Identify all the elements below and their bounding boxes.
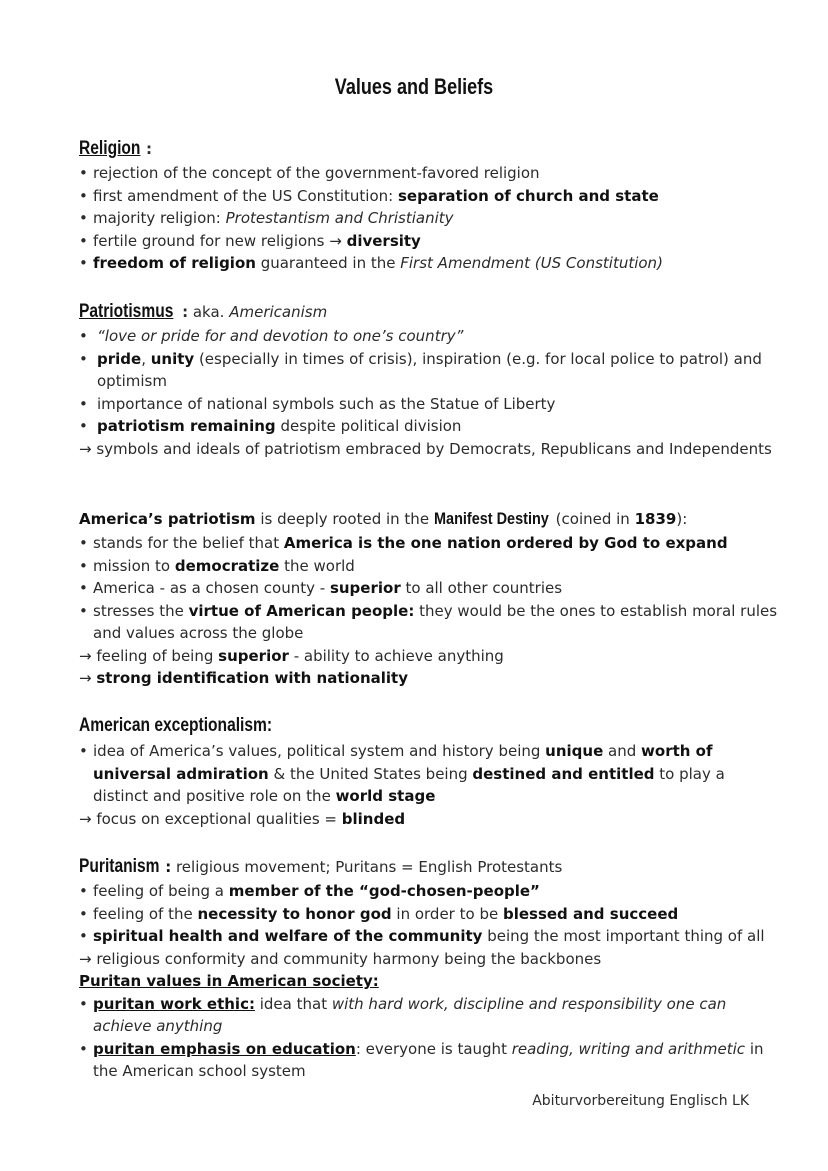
item-bold: unique <box>545 742 604 760</box>
item-italic: with hard work, discipline and responsibility one can achieve anything <box>93 994 727 1035</box>
item-bold: member of the “god-chosen-people” <box>228 882 540 900</box>
item-underlined: puritan emphasis on education <box>93 1039 356 1058</box>
list-item <box>79 325 779 348</box>
exceptionalism-list <box>79 740 779 808</box>
item-bold: diversity <box>346 231 421 250</box>
religion-list <box>79 162 779 275</box>
item-text: importance of national symbols such as the Statue of Liberty <box>97 394 556 413</box>
manifest-destiny-term: Manifest Destiny <box>433 509 549 528</box>
item-text: idea of America’s values, political system and history being <box>93 742 546 760</box>
heading-puritanism: Puritanism <box>79 856 160 877</box>
heading-patriotism: Patriotismus <box>79 301 174 322</box>
item-text: majority religion: <box>93 209 226 227</box>
item-underlined: puritan work ethic: <box>93 994 255 1013</box>
conclusion-line <box>79 645 779 668</box>
lead-bold: America’s patriotism <box>79 510 256 528</box>
item-text: feeling of being a <box>93 882 229 900</box>
list-item <box>79 880 779 903</box>
item-text: despite political division <box>275 417 462 435</box>
item-text: , <box>141 349 151 368</box>
item-bold: patriotism remaining <box>97 417 276 435</box>
item-bold: necessity to honor god <box>197 904 392 923</box>
item-text: rejection of the concept of the government-favored religion <box>93 164 540 182</box>
heading-colon: : <box>165 858 172 876</box>
section-religion <box>79 136 779 275</box>
item-italic: reading, writing and arithmetic <box>511 1039 746 1058</box>
item-bold: virtue of American people: <box>188 601 415 620</box>
list-item <box>79 415 779 438</box>
lead-text: ): <box>676 510 688 528</box>
list-item <box>79 600 779 645</box>
heading-religion: Religion <box>79 138 141 159</box>
item-text: idea that <box>254 994 332 1013</box>
section-manifest-destiny <box>79 506 779 690</box>
item-text: in order to be <box>391 904 503 923</box>
item-bold: pride <box>97 349 142 368</box>
page-title: Values and Beliefs <box>334 74 494 99</box>
list-item <box>79 393 779 416</box>
item-text: and <box>603 742 642 760</box>
section-desc: religious movement; Puritans = English Protestants <box>171 858 563 876</box>
conclusion-line <box>79 808 779 831</box>
item-bold: worth of universal admiration <box>93 742 713 783</box>
item-bold: blessed and succeed <box>502 904 679 923</box>
item-text: America - as a chosen county - <box>93 579 330 597</box>
aka-label: aka. <box>188 303 230 321</box>
conclusion-line: → symbols and ideals of patriotism embraced by Democrats, Republicans and Independents <box>79 439 772 458</box>
list-item <box>79 577 779 600</box>
item-bold: superior <box>329 579 401 597</box>
item-bold: freedom of religion <box>93 254 256 272</box>
item-bold: destined and entitled <box>472 764 655 783</box>
lead-text: is deeply rooted in the <box>255 510 434 528</box>
item-text: mission to <box>93 556 175 575</box>
puritanism-list <box>79 880 779 948</box>
conclusion-line: → religious conformity and community harmony being the backbones <box>79 949 602 968</box>
conclusion-line <box>79 667 779 690</box>
list-item <box>79 532 779 555</box>
item-text: → <box>79 669 97 687</box>
item-text: fertile ground for new religions → <box>93 231 347 250</box>
item-bold: America is the one nation ordered by God to expand <box>283 534 728 552</box>
item-bold: blinded <box>341 809 406 828</box>
heading-colon: : <box>145 140 152 158</box>
list-item <box>79 185 779 208</box>
list-item <box>79 348 779 393</box>
list-item <box>79 230 779 253</box>
puritan-values-heading <box>79 970 779 993</box>
list-item <box>79 903 779 926</box>
item-italic: “love or pride for and devotion to one’s country” <box>97 327 464 345</box>
item-text: guaranteed in the <box>255 254 401 272</box>
list-item <box>79 162 779 185</box>
heading-colon: : <box>182 303 189 321</box>
item-bold: strong identification with nationality <box>96 669 408 687</box>
item-text: → focus on exceptional qualities = <box>79 809 342 828</box>
item-text: stresses the <box>93 601 189 620</box>
manifest-list <box>79 532 779 645</box>
item-italic: First Amendment (US Constitution) <box>400 254 663 272</box>
item-text: first amendment of the US Constitution: <box>93 186 398 205</box>
section-exceptionalism <box>79 712 779 830</box>
item-text: - ability to achieve anything <box>288 646 504 665</box>
puritan-values-list <box>79 993 779 1083</box>
item-bold: world stage <box>335 787 436 805</box>
subheading: Puritan values in American society: <box>79 972 379 990</box>
item-bold: separation of church and state <box>397 186 659 205</box>
item-bold: spiritual health and welfare of the community <box>93 927 483 945</box>
item-text: stands for the belief that <box>93 534 284 552</box>
list-item <box>79 1038 779 1083</box>
list-item <box>79 207 779 230</box>
item-text: being the most important thing of all <box>482 927 765 945</box>
item-bold: democratize <box>174 556 280 575</box>
list-item <box>79 555 779 578</box>
item-text: the world <box>279 556 355 575</box>
year: 1839 <box>634 510 677 528</box>
item-text: to all other countries <box>400 579 563 597</box>
item-bold: unity <box>150 349 195 368</box>
item-text: feeling of the <box>93 904 198 923</box>
item-italic: Protestantism and Christianity <box>225 209 454 227</box>
aka-value: Americanism <box>229 303 328 321</box>
list-item <box>79 925 779 948</box>
item-text: to play a distinct and positive role on the <box>93 764 725 805</box>
list-item <box>79 740 779 808</box>
section-patriotism <box>79 299 779 460</box>
item-bold: superior <box>218 646 289 665</box>
heading-exceptionalism: American exceptionalism: <box>79 715 273 736</box>
item-text: in the American school system <box>93 1039 764 1080</box>
footer-note: Abiturvorbereitung Englisch LK <box>532 1093 749 1109</box>
lead-text: (coined in <box>550 510 635 528</box>
item-text: they would be the ones to establish moral rules and values across the globe <box>93 601 778 642</box>
list-item <box>79 993 779 1038</box>
item-text: & the United States being <box>268 764 473 783</box>
list-item <box>79 252 779 275</box>
section-puritanism <box>79 854 779 1083</box>
item-text: : everyone is taught <box>355 1039 512 1058</box>
item-text: (especially in times of crisis), inspiration (e.g. for local police to patrol) and optimism <box>97 349 762 390</box>
patriotism-list <box>79 325 779 438</box>
item-text: → feeling of being <box>79 646 219 665</box>
